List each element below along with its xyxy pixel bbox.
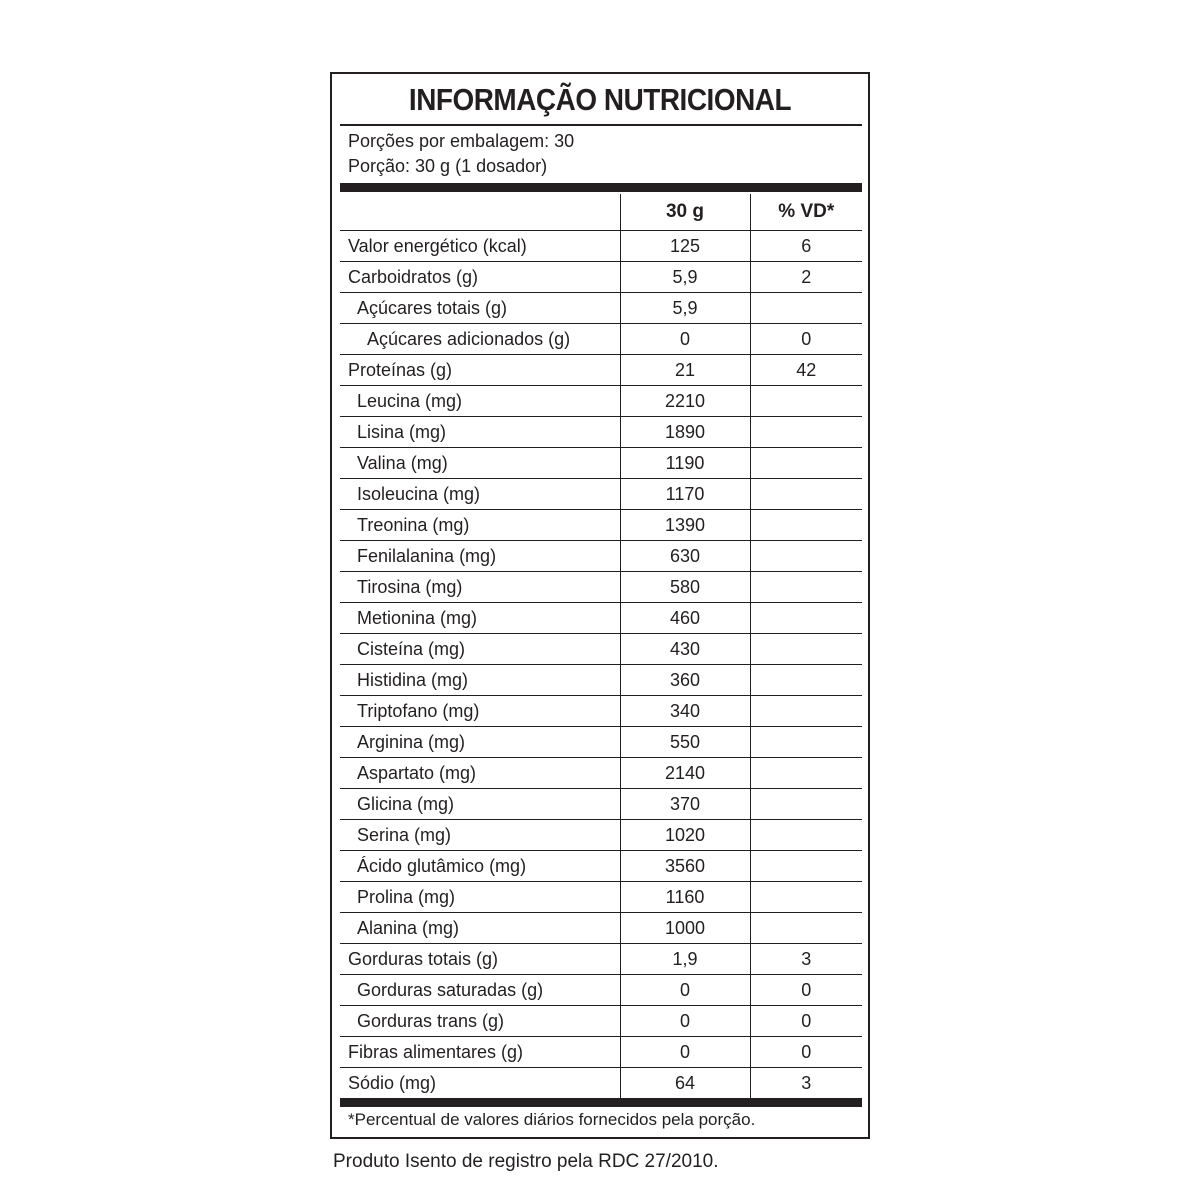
nutrient-daily-value (750, 882, 862, 913)
table-row (340, 1006, 862, 1037)
nutrient-amount: 1020 (620, 820, 750, 851)
table-row (340, 696, 862, 727)
nutrient-amount: 360 (620, 665, 750, 696)
nutrient-name: Aspartato (mg) (340, 758, 620, 789)
serving-divider (340, 183, 862, 192)
nutrient-name: Proteínas (g) (340, 355, 620, 386)
nutrient-daily-value (750, 696, 862, 727)
nutrient-name: Açúcares totais (g) (340, 293, 620, 324)
nutrient-name: Sódio (mg) (348, 1073, 437, 1093)
nutrient-daily-value: 0 (750, 1037, 862, 1068)
table-row (340, 510, 862, 541)
nutrient-amount: 21 (620, 355, 750, 386)
serving-size: Porção: 30 g (1 dosador) (348, 156, 548, 176)
nutrient-amount: 1190 (620, 448, 750, 479)
nutrient-daily-value (750, 634, 862, 665)
nutrient-daily-value (750, 386, 862, 417)
nutrient-amount: 630 (620, 541, 750, 572)
nutrient-name: Ácido glutâmico (mg) (340, 851, 620, 882)
table-row (340, 603, 862, 634)
table-row (340, 448, 862, 479)
nutrient-daily-value (750, 510, 862, 541)
table-row (340, 262, 862, 293)
table-row (340, 758, 862, 789)
table-row (340, 355, 862, 386)
table-row (340, 882, 862, 913)
nutrient-name: Açúcares adicionados (g) (340, 324, 620, 355)
nutrient-amount: 340 (620, 696, 750, 727)
table-row (340, 665, 862, 696)
table-row (340, 634, 862, 665)
nutrient-daily-value: 2 (750, 262, 862, 293)
header-amount: 30 g (620, 194, 750, 231)
nutrient-name: Arginina (mg) (340, 727, 620, 758)
nutrient-name: Carboidratos (g) (340, 262, 620, 293)
nutrient-amount: 1890 (620, 417, 750, 448)
nutrient-daily-value (750, 789, 862, 820)
table-row (340, 851, 862, 882)
table-row (340, 324, 862, 355)
nutrient-daily-value: 42 (750, 355, 862, 386)
nutrient-amount: 125 (620, 231, 750, 262)
nutrient-name: Valina (mg) (340, 448, 620, 479)
nutrient-name: Prolina (mg) (340, 882, 620, 913)
table-row (340, 231, 862, 262)
nutrient-amount: 5,9 (620, 293, 750, 324)
nutrient-daily-value (750, 758, 862, 789)
table-row (340, 789, 862, 820)
nutrient-daily-value (750, 479, 862, 510)
nutrient-amount: 3560 (620, 851, 750, 882)
nutrient-daily-value (750, 417, 862, 448)
nutrient-name: Triptofano (mg) (340, 696, 620, 727)
nutrient-name: Treonina (mg) (340, 510, 620, 541)
nutrient-daily-value: 6 (750, 231, 862, 262)
table-row (340, 944, 862, 975)
nutrient-amount: 550 (620, 727, 750, 758)
nutrient-daily-value: 3 (750, 1068, 862, 1099)
label-title: INFORMAÇÃO NUTRICIONAL (408, 82, 792, 117)
nutrient-amount: 2140 (620, 758, 750, 789)
nutrient-amount: 580 (620, 572, 750, 603)
nutrient-amount: 5,9 (620, 262, 750, 293)
header-nutrient (340, 194, 620, 231)
nutrient-amount: 460 (620, 603, 750, 634)
header-daily-value: % VD* (750, 194, 862, 231)
table-row (340, 975, 862, 1006)
nutrition-facts-label (330, 72, 870, 1139)
nutrient-amount: 1000 (620, 913, 750, 944)
nutrient-daily-value (750, 572, 862, 603)
nutrient-name: Histidina (mg) (340, 665, 620, 696)
nutrient-daily-value: 0 (750, 975, 862, 1006)
nutrient-daily-value: 0 (750, 324, 862, 355)
registration-note: Produto Isento de registro pela RDC 27/2010. (333, 1151, 719, 1172)
nutrient-name: Serina (mg) (340, 820, 620, 851)
nutrient-amount: 0 (620, 1037, 750, 1068)
nutrient-name: Tirosina (mg) (340, 572, 620, 603)
table-body (340, 231, 862, 1099)
footnote-divider (340, 1098, 862, 1107)
nutrient-name: Cisteína (mg) (340, 634, 620, 665)
nutrient-name: Fibras alimentares (g) (340, 1037, 620, 1068)
nutrient-daily-value (750, 293, 862, 324)
table-row (340, 479, 862, 510)
footnote: *Percentual de valores diários fornecidos pela porção. (348, 1110, 756, 1129)
nutrient-daily-value (750, 820, 862, 851)
table-row (340, 417, 862, 448)
nutrient-daily-value (750, 603, 862, 634)
table-row (340, 293, 862, 324)
servings-per-package: Porções por embalagem: 30 (348, 131, 575, 151)
nutrient-daily-value (750, 913, 862, 944)
table-row (340, 386, 862, 417)
nutrient-amount: 1,9 (620, 944, 750, 975)
table-row (340, 541, 862, 572)
nutrient-daily-value (750, 727, 862, 758)
nutrient-amount: 1160 (620, 882, 750, 913)
nutrient-amount: 0 (620, 324, 750, 355)
nutrient-amount: 0 (620, 975, 750, 1006)
nutrient-daily-value: 0 (750, 1006, 862, 1037)
nutrient-name: Gorduras totais (g) (340, 944, 620, 975)
nutrient-name: Gorduras trans (g) (340, 1006, 620, 1037)
nutrient-amount: 370 (620, 789, 750, 820)
nutrient-amount: 2210 (620, 386, 750, 417)
table-row (340, 572, 862, 603)
nutrient-name: Leucina (mg) (340, 386, 620, 417)
table-row (340, 820, 862, 851)
table-row (340, 913, 862, 944)
nutrient-daily-value (750, 851, 862, 882)
nutrient-name: Alanina (mg) (340, 913, 620, 944)
table-row (340, 727, 862, 758)
nutrient-daily-value: 3 (750, 944, 862, 975)
nutrient-name: Metionina (mg) (340, 603, 620, 634)
nutrient-name: Isoleucina (mg) (340, 479, 620, 510)
nutrient-daily-value (750, 665, 862, 696)
nutrient-name: Lisina (mg) (340, 417, 620, 448)
table-row (340, 1037, 862, 1068)
nutrient-amount: 0 (620, 1006, 750, 1037)
nutrient-name: Glicina (mg) (340, 789, 620, 820)
table-row (340, 1068, 862, 1099)
nutrient-name: Valor energético (kcal) (340, 231, 620, 262)
table-header-row (340, 194, 862, 231)
nutrient-daily-value (750, 541, 862, 572)
nutrient-amount: 1390 (620, 510, 750, 541)
nutrient-name: Gorduras saturadas (g) (340, 975, 620, 1006)
nutrient-name: Fenilalanina (mg) (340, 541, 620, 572)
nutrient-amount: 1170 (620, 479, 750, 510)
nutrient-amount: 430 (620, 634, 750, 665)
nutrition-table (340, 194, 862, 1098)
nutrient-amount: 64 (620, 1068, 750, 1099)
nutrient-daily-value (750, 448, 862, 479)
title-divider (340, 124, 862, 126)
